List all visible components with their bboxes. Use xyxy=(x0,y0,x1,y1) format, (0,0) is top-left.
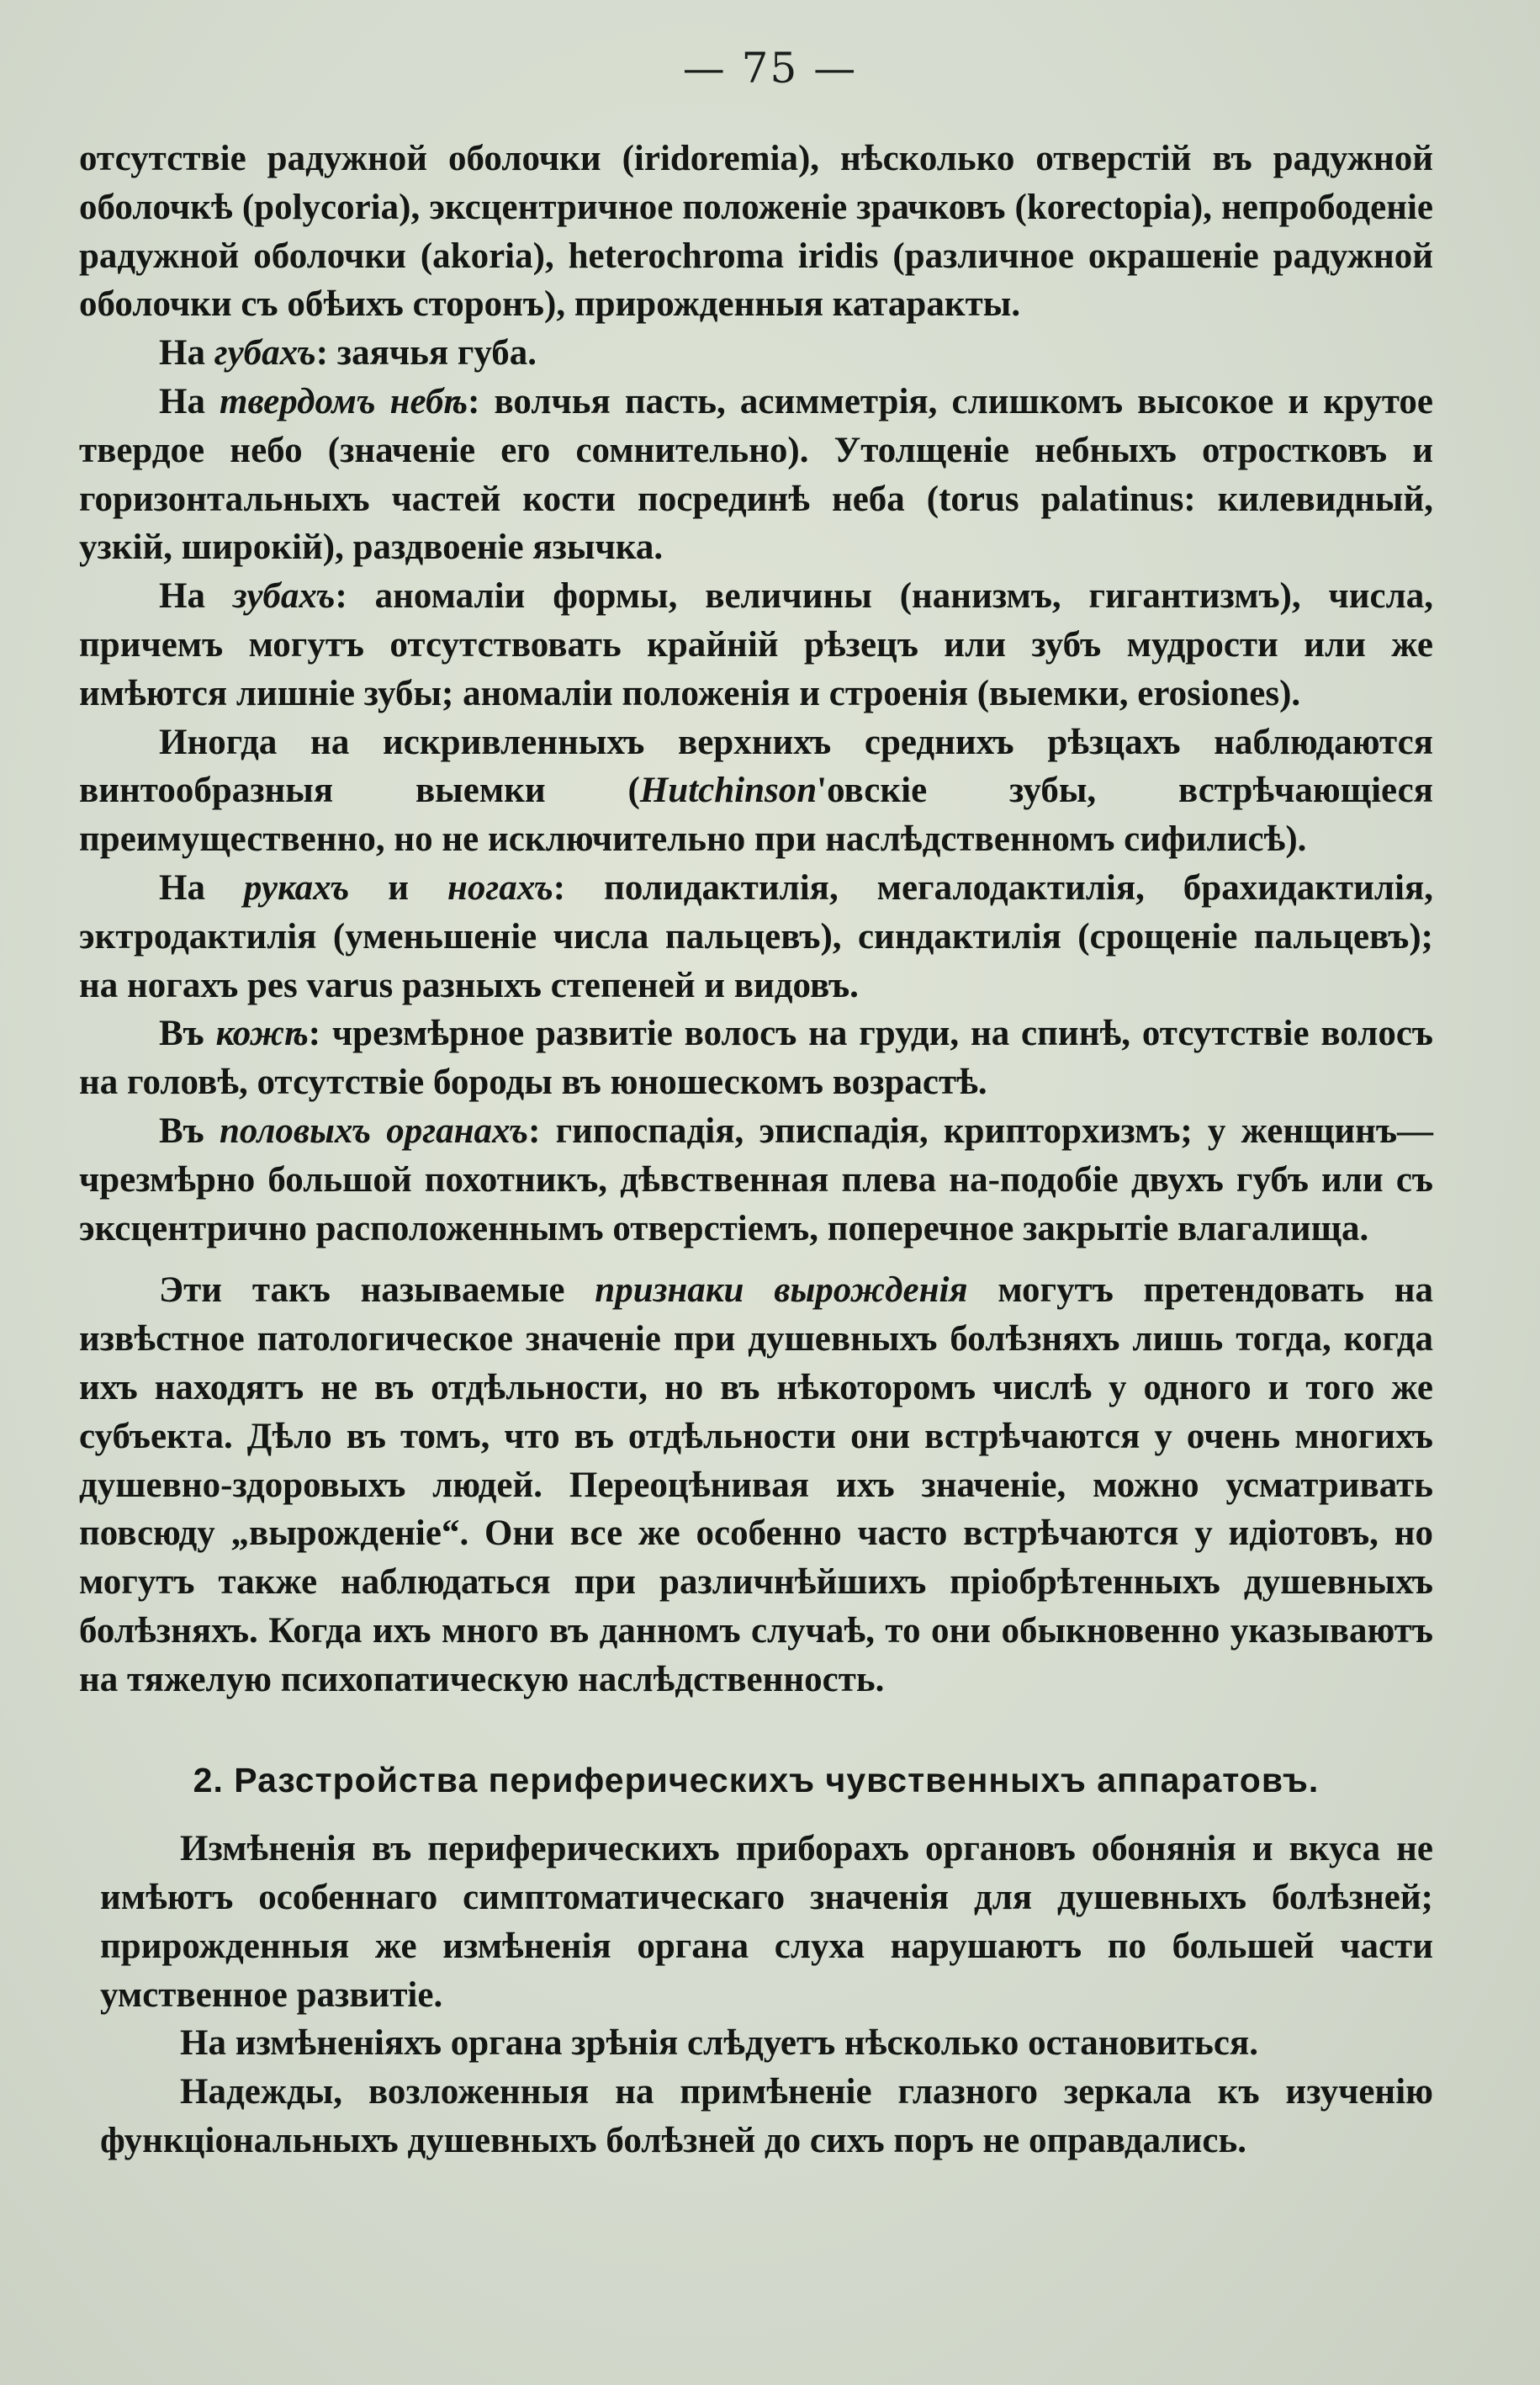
paragraph-hutchinson-teeth xyxy=(79,718,1433,864)
paragraph-text: : заячья губа. xyxy=(315,333,537,374)
section-heading: 2. Разстройства периферическихъ чувственныхъ аппаратовъ. xyxy=(193,1760,1320,1799)
italic-term: твердомъ небѣ xyxy=(220,381,468,421)
italic-term: кожѣ xyxy=(215,1014,309,1054)
paragraph-text: : гипоспадія, эписпадія, крипторхизмъ; у женщинъ—чрезмѣрно большой похотникъ, дѣвственная плева на-подобіе двухъ губъ или съ эксцентрично расположеннымъ отверстіемъ, поперечное закрытіе влагалища. xyxy=(79,1110,1434,1248)
paragraph-hard-palate xyxy=(79,378,1433,572)
paragraph-text: отсутствіе радужной оболочки (iridoremia), нѣсколько отверстій въ радужной оболочкѣ (polycoria), эксцентричное положеніе зрачковъ (korectopia), непрободеніе радужной оболочки (akoria), heterochroma iridis (различное окрашеніе радужной оболочки съ обѣихъ сторонъ), прирожденныя катаракты. xyxy=(79,139,1433,325)
italic-term: ногахъ xyxy=(447,867,553,908)
paragraph-lead: На xyxy=(159,333,214,374)
paragraph-peripheral-organs: Измѣненія въ периферическихъ приборахъ органовъ обонянія и вкуса не имѣютъ особеннаго симптоматическаго значенія для душевныхъ болѣзней; прирожденныя же измѣненія органа слуха нарушаютъ по большей части умственное развитіе. xyxy=(100,1829,1433,2015)
paragraph-text: 'овскіе зубы, встрѣчающіеся преимущественно, но не исключительно при наслѣдственномъ сифилисѣ). xyxy=(79,771,1433,860)
paragraph-genital-organs xyxy=(79,1107,1433,1253)
paragraph-hands-feet xyxy=(79,864,1433,1010)
paragraph-lead: Въ xyxy=(159,1110,220,1151)
paragraph-iris-anomalies xyxy=(79,135,1433,329)
paragraph-lead: На xyxy=(159,576,233,617)
paragraph-lead: Въ xyxy=(159,1014,216,1054)
paragraph-lead: На xyxy=(159,381,220,421)
paragraph-text: могутъ претендовать на извѣстное патологическое значеніе при душевныхъ болѣзняхъ лишь тогда, когда ихъ находятъ не въ отдѣльности, но въ нѣкоторомъ числѣ у одного и того же субъекта. Дѣло въ томъ, что въ отдѣльности они встрѣчаются у очень многихъ душевно-здоровыхъ людей. Переоцѣнивая ихъ значеніе, можно усматривать повсюду „вырожденіе“. Они все же особенно часто встрѣчаются у идіотовъ, но могутъ также наблюдаться при различнѣйшихъ пріобрѣтенныхъ душевныхъ болѣзняхъ. Когда ихъ много въ данномъ случаѣ, то они обыкновенно указываютъ на тяжелую психопатическую наслѣдственность. xyxy=(79,1270,1434,1699)
italic-term: признаки вырожденія xyxy=(595,1270,968,1311)
italic-term: половыхъ органахъ xyxy=(219,1110,529,1151)
italic-name: Hutchinson xyxy=(639,771,818,811)
paragraph-text: : аномаліи формы, величины (нанизмъ, гигантизмъ), числа, причемъ могутъ отсутствовать крайній рѣзецъ или зубъ мудрости или же имѣются лишніе зубы; аномаліи положенія и строенія (выемки, erosiones). xyxy=(79,576,1433,713)
paragraph-lead: На xyxy=(159,867,244,908)
paragraph-text: : чрезмѣрное развитіе волосъ на груди, на спинѣ, отсутствіе волосъ на головѣ, отсутствіе бороды въ юношескомъ возрастѣ. xyxy=(79,1014,1433,1103)
paragraph-text: : волчья пасть, асимметрія, слишкомъ высокое и крутое твердое небо (значеніе его сомнительно). Утолщеніе небныхъ отростковъ и горизонтальныхъ частей кости посрединѣ неба (torus palatinus: килевидный, узкій, широкій), раздвоеніе язычка. xyxy=(79,381,1433,568)
italic-term: губахъ xyxy=(214,333,316,374)
body-text xyxy=(79,135,1433,2165)
italic-term: рукахъ xyxy=(243,867,350,908)
page-number: — 75 — xyxy=(682,44,858,93)
paragraph-text: : полидактилія, мегалодактилія, брахидактилія, эктродактилія (уменьшеніе числа пальцевъ), синдактилія (срощеніе пальцевъ); на ногахъ pes varus разныхъ степеней и видовъ. xyxy=(79,867,1433,1005)
paragraph-lips xyxy=(79,329,1433,378)
paragraph-ophthalmoscope: Надежды, возложенныя на примѣненіе глазного зеркала къ изученію функціональныхъ душевныхъ болѣзней до сихъ поръ не оправдались. xyxy=(100,2072,1433,2161)
paragraph-lead: Эти такъ называемые xyxy=(159,1270,595,1311)
paragraph-vision: На измѣненіяхъ органа зрѣнія слѣдуетъ нѣсколько остановиться. xyxy=(180,2023,1258,2064)
section-2-body xyxy=(79,1825,1433,2165)
paragraph-connector: и xyxy=(349,867,447,908)
italic-term: зубахъ xyxy=(232,576,336,617)
paragraph-teeth xyxy=(79,572,1433,718)
paragraph-lead: Иногда на искривленныхъ верхнихъ среднихъ рѣзцахъ наблюдаются винтообразныя выемки ( xyxy=(79,722,1433,811)
paragraph-degeneration-signs xyxy=(79,1266,1433,1704)
paragraph-skin xyxy=(79,1010,1433,1107)
